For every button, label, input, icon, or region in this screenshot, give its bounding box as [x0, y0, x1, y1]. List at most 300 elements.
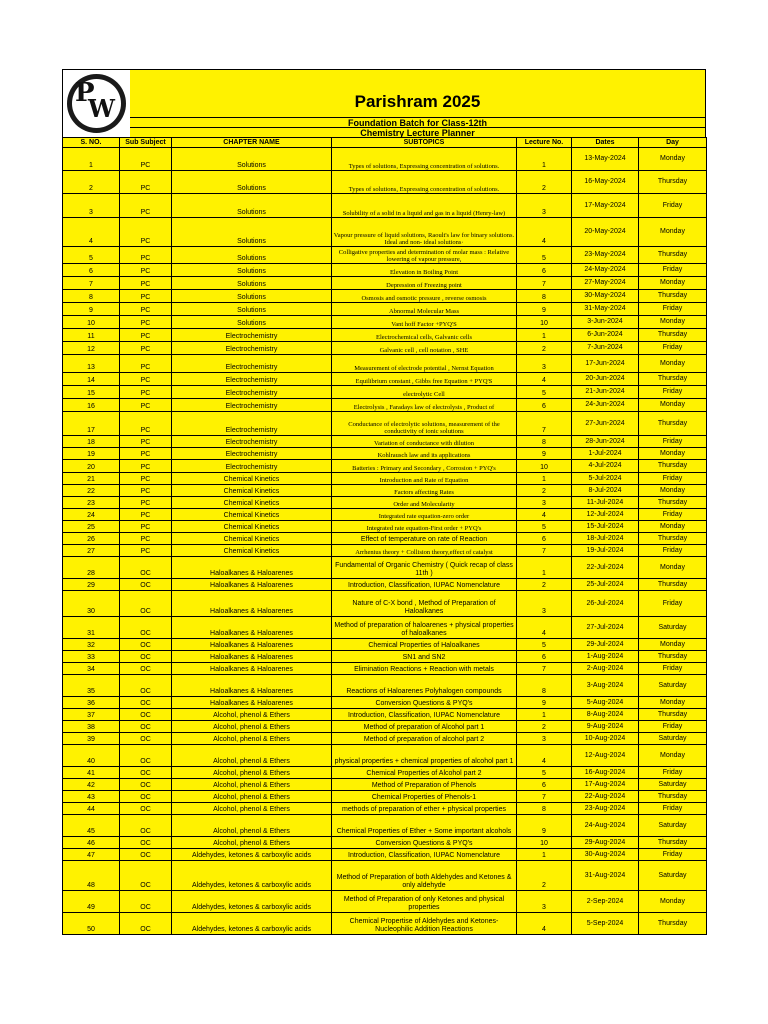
cell-sub-subject: OC: [120, 557, 172, 579]
cell-lecture-no: 10: [517, 837, 572, 849]
table-row: [63, 591, 707, 617]
cell-date: 21-Jun-2024: [572, 386, 639, 399]
cell-date: 31-May-2024: [572, 303, 639, 316]
cell-lecture-no: 7: [517, 412, 572, 436]
cell-sub-subject: PC: [120, 277, 172, 290]
cell-lecture-no: 1: [517, 473, 572, 485]
cell-sno: 37: [63, 709, 120, 721]
cell-date: 31-Aug-2024: [572, 861, 639, 891]
cell-day: Friday: [639, 194, 707, 218]
cell-day: Saturday: [639, 733, 707, 745]
cell-date: 4-Jul-2024: [572, 460, 639, 473]
cell-sno: 45: [63, 815, 120, 837]
cell-date: 19-Jul-2024: [572, 545, 639, 557]
cell-chapter: Solutions: [172, 277, 332, 290]
cell-date: 23-Aug-2024: [572, 803, 639, 815]
cell-day: Monday: [639, 745, 707, 767]
cell-sub-subject: OC: [120, 733, 172, 745]
cell-sno: 7: [63, 277, 120, 290]
pw-logo: [63, 70, 130, 137]
cell-day: Monday: [639, 148, 707, 171]
cell-subtopic: Electrolysis , Faradays law of electrolysis , Product of: [332, 399, 517, 412]
cell-date: 8-Aug-2024: [572, 709, 639, 721]
cell-date: 16-May-2024: [572, 171, 639, 194]
cell-subtopic: electrolytic Cell: [332, 386, 517, 399]
cell-sno: 6: [63, 264, 120, 277]
cell-day: Friday: [639, 436, 707, 448]
cell-date: 6-Jun-2024: [572, 329, 639, 342]
cell-chapter: Electrochemistry: [172, 342, 332, 355]
cell-chapter: Solutions: [172, 171, 332, 194]
cell-chapter: Haloalkanes & Haloarenes: [172, 663, 332, 675]
table-row: [63, 342, 707, 355]
cell-chapter: Electrochemistry: [172, 460, 332, 473]
cell-lecture-no: 2: [517, 579, 572, 591]
cell-sno: 27: [63, 545, 120, 557]
cell-subtopic: methods of preparation of ether + physical properties: [332, 803, 517, 815]
table-row: [63, 733, 707, 745]
cell-chapter: Aldehydes, ketones & carboxylic acids: [172, 849, 332, 861]
table-row: [63, 891, 707, 913]
table-row: [63, 386, 707, 399]
cell-subtopic: Arrhenius theory + Collision theory,effect of catalyst: [332, 545, 517, 557]
col-header-sno: S. NO.: [63, 138, 120, 148]
cell-date: 15-Jul-2024: [572, 521, 639, 533]
cell-date: 22-Aug-2024: [572, 791, 639, 803]
cell-day: Monday: [639, 316, 707, 329]
cell-sub-subject: PC: [120, 355, 172, 373]
cell-chapter: Solutions: [172, 303, 332, 316]
cell-sub-subject: PC: [120, 399, 172, 412]
cell-date: 23-May-2024: [572, 247, 639, 264]
cell-sub-subject: PC: [120, 509, 172, 521]
cell-sno: 1: [63, 148, 120, 171]
table-row: [63, 651, 707, 663]
cell-chapter: Aldehydes, ketones & carboxylic acids: [172, 891, 332, 913]
cell-sub-subject: PC: [120, 497, 172, 509]
cell-sno: 28: [63, 557, 120, 579]
cell-sno: 12: [63, 342, 120, 355]
cell-date: 13-May-2024: [572, 148, 639, 171]
cell-date: 12-Aug-2024: [572, 745, 639, 767]
cell-sub-subject: PC: [120, 194, 172, 218]
cell-sno: 15: [63, 386, 120, 399]
cell-sub-subject: OC: [120, 815, 172, 837]
cell-subtopic: Colligative properties and determination of molar mass : Relative lowering of vapour pressure,: [332, 247, 517, 264]
cell-chapter: Haloalkanes & Haloarenes: [172, 617, 332, 639]
cell-subtopic: Batteries : Primary and Secondary , Corrosion + PYQ's: [332, 460, 517, 473]
table-row: [63, 436, 707, 448]
cell-sub-subject: PC: [120, 148, 172, 171]
cell-subtopic: Conversion Questions & PYQ's: [332, 837, 517, 849]
cell-subtopic: Types of solutions, Expressing concentration of solutions.: [332, 148, 517, 171]
cell-subtopic: Osmosis and osmotic pressure , reverse osmosis: [332, 290, 517, 303]
cell-sno: 48: [63, 861, 120, 891]
cell-day: Thursday: [639, 373, 707, 386]
cell-sub-subject: OC: [120, 663, 172, 675]
cell-lecture-no: 10: [517, 316, 572, 329]
cell-sub-subject: PC: [120, 290, 172, 303]
cell-lecture-no: 3: [517, 891, 572, 913]
cell-day: Thursday: [639, 412, 707, 436]
cell-chapter: Haloalkanes & Haloarenes: [172, 579, 332, 591]
cell-chapter: Electrochemistry: [172, 386, 332, 399]
cell-subtopic: physical properties + chemical properties of alcohol part 1: [332, 745, 517, 767]
cell-subtopic: Introduction and Rate of Equation: [332, 473, 517, 485]
cell-sub-subject: OC: [120, 709, 172, 721]
cell-day: Monday: [639, 697, 707, 709]
cell-subtopic: Galvanic cell , cell notation , SHE: [332, 342, 517, 355]
cell-chapter: Haloalkanes & Haloarenes: [172, 697, 332, 709]
table-row: [63, 448, 707, 460]
table-row: [63, 509, 707, 521]
cell-day: Monday: [639, 448, 707, 460]
cell-date: 28-Jun-2024: [572, 436, 639, 448]
cell-day: Thursday: [639, 579, 707, 591]
cell-sno: 13: [63, 355, 120, 373]
cell-chapter: Chemical Kinetics: [172, 533, 332, 545]
table-row: [63, 639, 707, 651]
cell-day: Monday: [639, 557, 707, 579]
cell-date: 2-Aug-2024: [572, 663, 639, 675]
table-row: [63, 460, 707, 473]
cell-day: Friday: [639, 342, 707, 355]
cell-day: Thursday: [639, 913, 707, 935]
table-row: [63, 803, 707, 815]
cell-sub-subject: OC: [120, 803, 172, 815]
cell-date: 2-Sep-2024: [572, 891, 639, 913]
cell-date: 20-Jun-2024: [572, 373, 639, 386]
cell-day: Friday: [639, 264, 707, 277]
cell-sno: 43: [63, 791, 120, 803]
table-row: [63, 745, 707, 767]
cell-subtopic: Effect of temperature on rate of Reaction: [332, 533, 517, 545]
cell-day: Thursday: [639, 837, 707, 849]
cell-subtopic: Introduction, Classification, IUPAC Nomenclature: [332, 849, 517, 861]
cell-sub-subject: OC: [120, 697, 172, 709]
table-row: [63, 171, 707, 194]
batch-subtitle: Foundation Batch for Class-12th: [130, 117, 705, 128]
cell-lecture-no: 5: [517, 639, 572, 651]
cell-day: Saturday: [639, 675, 707, 697]
cell-subtopic: Solubility of a solid in a liquid and gas in a liquid (Henry-law): [332, 194, 517, 218]
cell-lecture-no: 9: [517, 815, 572, 837]
cell-date: 16-Aug-2024: [572, 767, 639, 779]
cell-day: Thursday: [639, 651, 707, 663]
cell-lecture-no: 6: [517, 264, 572, 277]
cell-sub-subject: PC: [120, 460, 172, 473]
logo-letter-p: P: [75, 78, 95, 108]
cell-day: Friday: [639, 721, 707, 733]
cell-sno: 46: [63, 837, 120, 849]
cell-subtopic: Electrochemical cells, Galvanic cells: [332, 329, 517, 342]
cell-sub-subject: PC: [120, 521, 172, 533]
cell-lecture-no: 7: [517, 791, 572, 803]
cell-date: 30-Aug-2024: [572, 849, 639, 861]
cell-date: 17-Aug-2024: [572, 779, 639, 791]
cell-sub-subject: OC: [120, 913, 172, 935]
cell-sno: 14: [63, 373, 120, 386]
cell-chapter: Haloalkanes & Haloarenes: [172, 651, 332, 663]
cell-chapter: Solutions: [172, 316, 332, 329]
cell-day: Thursday: [639, 171, 707, 194]
cell-sno: 47: [63, 849, 120, 861]
table-row: [63, 329, 707, 342]
cell-date: 29-Aug-2024: [572, 837, 639, 849]
cell-lecture-no: 4: [517, 373, 572, 386]
cell-subtopic: Nature of C-X bond , Method of Preparation of Haloalkanes: [332, 591, 517, 617]
cell-sno: 23: [63, 497, 120, 509]
cell-day: Monday: [639, 277, 707, 290]
cell-lecture-no: 5: [517, 767, 572, 779]
cell-date: 24-Jun-2024: [572, 399, 639, 412]
cell-sno: 38: [63, 721, 120, 733]
table-row: [63, 399, 707, 412]
cell-lecture-no: 3: [517, 497, 572, 509]
cell-lecture-no: 9: [517, 697, 572, 709]
cell-date: 5-Jul-2024: [572, 473, 639, 485]
cell-sno: 35: [63, 675, 120, 697]
cell-chapter: Solutions: [172, 218, 332, 247]
cell-sub-subject: PC: [120, 218, 172, 247]
table-row: [63, 412, 707, 436]
table-row: [63, 579, 707, 591]
cell-day: Saturday: [639, 815, 707, 837]
cell-sno: 36: [63, 697, 120, 709]
table-row: [63, 247, 707, 264]
cell-date: 22-Jul-2024: [572, 557, 639, 579]
cell-date: 5-Aug-2024: [572, 697, 639, 709]
cell-subtopic: Integrated rate equation-zero order: [332, 509, 517, 521]
cell-chapter: Chemical Kinetics: [172, 485, 332, 497]
cell-lecture-no: 2: [517, 721, 572, 733]
table-row: [63, 485, 707, 497]
table-body: [63, 148, 707, 935]
table-row: [63, 663, 707, 675]
cell-date: 10-Aug-2024: [572, 733, 639, 745]
cell-sub-subject: OC: [120, 849, 172, 861]
cell-chapter: Aldehydes, ketones & carboxylic acids: [172, 861, 332, 891]
table-row: [63, 355, 707, 373]
cell-sno: 29: [63, 579, 120, 591]
cell-chapter: Electrochemistry: [172, 399, 332, 412]
cell-lecture-no: 6: [517, 779, 572, 791]
table-row: [63, 675, 707, 697]
cell-chapter: Electrochemistry: [172, 448, 332, 460]
col-header-day: Day: [639, 138, 707, 148]
cell-lecture-no: 2: [517, 171, 572, 194]
cell-subtopic: Factors affecting Rates: [332, 485, 517, 497]
table-row: [63, 497, 707, 509]
cell-sno: 39: [63, 733, 120, 745]
cell-sno: 33: [63, 651, 120, 663]
cell-lecture-no: 1: [517, 709, 572, 721]
cell-sno: 5: [63, 247, 120, 264]
cell-sub-subject: OC: [120, 767, 172, 779]
cell-chapter: Chemical Kinetics: [172, 545, 332, 557]
cell-sno: 31: [63, 617, 120, 639]
cell-day: Friday: [639, 663, 707, 675]
cell-lecture-no: 3: [517, 355, 572, 373]
cell-day: Friday: [639, 803, 707, 815]
cell-day: Friday: [639, 849, 707, 861]
table-row: [63, 194, 707, 218]
col-header-sub-subject: Sub Subject: [120, 138, 172, 148]
cell-sno: 30: [63, 591, 120, 617]
cell-sub-subject: OC: [120, 891, 172, 913]
cell-sub-subject: OC: [120, 779, 172, 791]
cell-date: 24-May-2024: [572, 264, 639, 277]
cell-chapter: Chemical Kinetics: [172, 521, 332, 533]
cell-lecture-no: 7: [517, 545, 572, 557]
table-row: [63, 557, 707, 579]
cell-date: 7-Jun-2024: [572, 342, 639, 355]
cell-day: Friday: [639, 509, 707, 521]
cell-chapter: Electrochemistry: [172, 436, 332, 448]
table-row: [63, 767, 707, 779]
cell-subtopic: Method of Preparation of Phenols: [332, 779, 517, 791]
cell-sno: 26: [63, 533, 120, 545]
cell-chapter: Haloalkanes & Haloarenes: [172, 591, 332, 617]
cell-chapter: Alcohol, phenol & Ethers: [172, 721, 332, 733]
table-row: [63, 218, 707, 247]
table-row: [63, 545, 707, 557]
table-row: [63, 148, 707, 171]
cell-lecture-no: 7: [517, 277, 572, 290]
cell-subtopic: Method of preparation of haloarenes + physical properties of haloalkanes: [332, 617, 517, 639]
table-header-row: [63, 138, 707, 148]
cell-chapter: Alcohol, phenol & Ethers: [172, 733, 332, 745]
cell-lecture-no: 6: [517, 651, 572, 663]
cell-sno: 10: [63, 316, 120, 329]
table-row: [63, 316, 707, 329]
cell-lecture-no: 1: [517, 148, 572, 171]
cell-date: 1-Jul-2024: [572, 448, 639, 460]
cell-date: 5-Sep-2024: [572, 913, 639, 935]
table-row: [63, 277, 707, 290]
cell-sno: 8: [63, 290, 120, 303]
cell-sno: 44: [63, 803, 120, 815]
cell-date: 25-Jul-2024: [572, 579, 639, 591]
cell-chapter: Electrochemistry: [172, 355, 332, 373]
cell-sub-subject: OC: [120, 861, 172, 891]
cell-lecture-no: 4: [517, 218, 572, 247]
cell-lecture-no: 3: [517, 194, 572, 218]
cell-chapter: Alcohol, phenol & Ethers: [172, 837, 332, 849]
cell-subtopic: Elimination Reactions + Reaction with metals: [332, 663, 517, 675]
cell-sub-subject: PC: [120, 342, 172, 355]
table-row: [63, 617, 707, 639]
cell-sub-subject: PC: [120, 448, 172, 460]
cell-day: Thursday: [639, 709, 707, 721]
cell-subtopic: Method of Preparation of only Ketones and physical properties: [332, 891, 517, 913]
planner-header: [62, 69, 706, 137]
cell-day: Saturday: [639, 617, 707, 639]
cell-sno: 3: [63, 194, 120, 218]
cell-sub-subject: PC: [120, 316, 172, 329]
cell-day: Thursday: [639, 533, 707, 545]
cell-chapter: Alcohol, phenol & Ethers: [172, 803, 332, 815]
cell-date: 17-May-2024: [572, 194, 639, 218]
cell-subtopic: Method of preparation of alcohol part 2: [332, 733, 517, 745]
cell-subtopic: Introduction, Classification, IUPAC Nomenclature: [332, 709, 517, 721]
cell-chapter: Alcohol, phenol & Ethers: [172, 815, 332, 837]
cell-lecture-no: 10: [517, 460, 572, 473]
cell-lecture-no: 1: [517, 329, 572, 342]
cell-date: 24-Aug-2024: [572, 815, 639, 837]
cell-sub-subject: PC: [120, 545, 172, 557]
cell-lecture-no: 4: [517, 617, 572, 639]
table-row: [63, 373, 707, 386]
cell-subtopic: Chemical Properties of Phenols-1: [332, 791, 517, 803]
cell-sub-subject: PC: [120, 386, 172, 399]
table-row: [63, 791, 707, 803]
col-header-chapter: CHAPTER NAME: [172, 138, 332, 148]
cell-lecture-no: 5: [517, 521, 572, 533]
cell-date: 9-Aug-2024: [572, 721, 639, 733]
cell-subtopic: Fundamental of Organic Chemistry ( Quick recap of class 11th ): [332, 557, 517, 579]
cell-lecture-no: 9: [517, 448, 572, 460]
cell-sno: 21: [63, 473, 120, 485]
cell-chapter: Solutions: [172, 247, 332, 264]
cell-subtopic: Measurement of electrode potential , Nernst Equation: [332, 355, 517, 373]
cell-lecture-no: 7: [517, 663, 572, 675]
cell-sub-subject: OC: [120, 791, 172, 803]
cell-sub-subject: PC: [120, 533, 172, 545]
cell-chapter: Alcohol, phenol & Ethers: [172, 767, 332, 779]
table-row: [63, 473, 707, 485]
cell-day: Thursday: [639, 791, 707, 803]
cell-day: Monday: [639, 891, 707, 913]
cell-day: Thursday: [639, 247, 707, 264]
cell-sub-subject: OC: [120, 675, 172, 697]
cell-subtopic: Chemical Properties of Alcohol part 2: [332, 767, 517, 779]
cell-day: Friday: [639, 591, 707, 617]
cell-lecture-no: 9: [517, 303, 572, 316]
cell-chapter: Chemical Kinetics: [172, 473, 332, 485]
cell-day: Monday: [639, 218, 707, 247]
cell-date: 27-May-2024: [572, 277, 639, 290]
table-row: [63, 264, 707, 277]
cell-day: Friday: [639, 386, 707, 399]
table-row: [63, 303, 707, 316]
cell-subtopic: Variation of conductance with dilution: [332, 436, 517, 448]
cell-lecture-no: 1: [517, 849, 572, 861]
cell-day: Monday: [639, 399, 707, 412]
cell-subtopic: Equilibrium constant , Gibbs free Equation + PYQ'S: [332, 373, 517, 386]
table-row: [63, 521, 707, 533]
cell-day: Monday: [639, 639, 707, 651]
cell-lecture-no: 5: [517, 386, 572, 399]
cell-sno: 2: [63, 171, 120, 194]
cell-chapter: Haloalkanes & Haloarenes: [172, 557, 332, 579]
cell-day: Friday: [639, 303, 707, 316]
cell-subtopic: Chemical Properties of Ether + Some important alcohols: [332, 815, 517, 837]
cell-date: 29-Jul-2024: [572, 639, 639, 651]
page-title: Parishram 2025: [354, 92, 481, 111]
cell-day: Thursday: [639, 329, 707, 342]
cell-subtopic: Kohlrausch law and its applications: [332, 448, 517, 460]
cell-subtopic: Method of Preparation of both Aldehydes and Ketones & only aldehyde: [332, 861, 517, 891]
cell-sub-subject: OC: [120, 745, 172, 767]
cell-chapter: Alcohol, phenol & Ethers: [172, 745, 332, 767]
cell-sub-subject: OC: [120, 579, 172, 591]
cell-sub-subject: PC: [120, 473, 172, 485]
cell-sno: 20: [63, 460, 120, 473]
cell-day: Friday: [639, 545, 707, 557]
cell-subtopic: Depression of Freezing point: [332, 277, 517, 290]
col-header-lecture-no: Lecture No.: [517, 138, 572, 148]
